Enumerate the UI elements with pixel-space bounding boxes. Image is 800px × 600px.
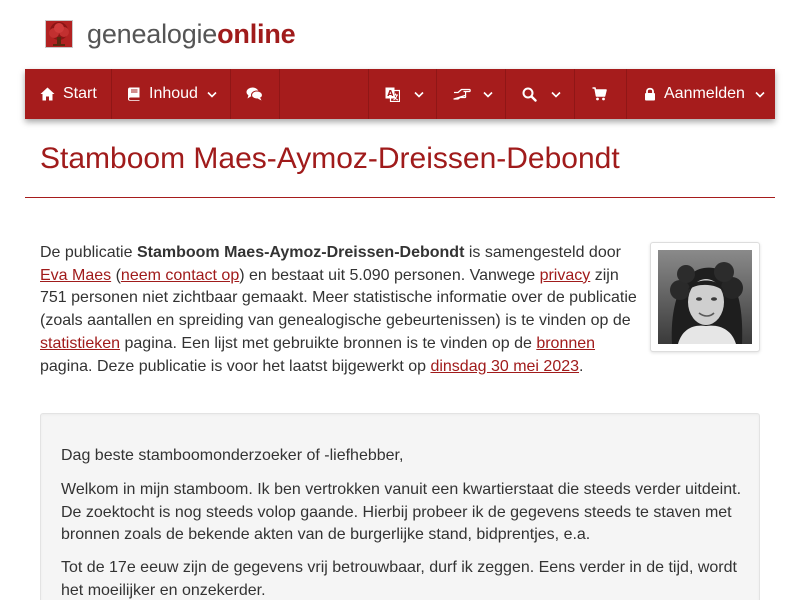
nav-aanmelden-label: Aanmelden — [664, 85, 745, 102]
welcome-paragraph: Welkom in mijn stamboom. Ik ben vertrokken vanuit een kwartierstaat die steeds verder uitdeint. De zoektocht is nog steeds volop gaande. Hierbij probeer ik de gegevens steeds te staven met bronnen zoals de bekende akten van de burgerlijke stand, bidprentjes, e.a. — [61, 481, 742, 544]
publication-name: Stamboom Maes-Aymoz-Dreissen-Debondt — [136, 244, 465, 261]
contact-link[interactable]: neem contact op — [120, 266, 240, 284]
nav-inhoud-dropdown[interactable] — [112, 69, 231, 119]
tree-logo-icon[interactable] — [45, 20, 73, 48]
shopping-cart-icon — [592, 87, 607, 101]
main-navbar — [25, 69, 775, 119]
nav-shop[interactable] — [575, 69, 627, 119]
nav-search-dropdown[interactable] — [506, 69, 575, 119]
hand-pointer-icon — [453, 88, 471, 101]
intro-text: De publicatie — [40, 244, 137, 261]
svg-text:A: A — [387, 88, 394, 98]
intro-text: pagina. Deze publicatie is voor het laatst bijgewerkt op — [40, 357, 431, 375]
nav-forum[interactable] — [231, 69, 280, 119]
language-icon — [385, 87, 400, 102]
site-header — [0, 0, 800, 69]
intro-text: ) en bestaat uit 5.090 personen. Vanwege — [239, 266, 540, 284]
search-icon — [522, 87, 537, 102]
welcome-message-box — [40, 413, 760, 600]
title-divider — [25, 197, 775, 198]
statistics-link[interactable]: statistieken — [40, 334, 121, 352]
page-title: Stamboom Maes-Aymoz-Dreissen-Debondt — [40, 142, 620, 175]
privacy-link[interactable]: privacy — [539, 266, 591, 284]
chevron-down-icon — [414, 91, 424, 98]
author-photo[interactable] — [650, 242, 760, 352]
lock-icon — [644, 87, 656, 101]
brand-part-online: online — [217, 19, 296, 49]
chevron-down-icon — [551, 91, 561, 98]
chevron-down-icon — [207, 91, 217, 98]
welcome-paragraph: Tot de 17e eeuw zijn de gegevens vrij betrouwbaar, durf ik zeggen. Eens verder in de tijd, wordt het moeilijker en onzekerder. — [61, 559, 737, 599]
chevron-down-icon — [755, 91, 765, 98]
nav-language-dropdown[interactable] — [368, 69, 437, 119]
book-icon — [127, 87, 141, 101]
brand-name[interactable] — [87, 17, 295, 51]
nav-aanmelden-dropdown[interactable] — [627, 69, 775, 119]
author-portrait-image — [658, 250, 752, 344]
intro-text: ( — [111, 266, 121, 284]
nav-share-dropdown[interactable] — [437, 69, 506, 119]
nav-start-label: Start — [63, 85, 97, 102]
intro-text: pagina. Een lijst met gebruikte bronnen is te vinden op de — [120, 334, 537, 352]
chevron-down-icon — [483, 91, 493, 98]
welcome-greeting: Dag beste stamboomonderzoeker of -liefhebber, — [61, 447, 404, 464]
last-updated-link[interactable]: dinsdag 30 mei 2023 — [430, 357, 580, 375]
intro-text: is samengesteld door — [464, 244, 621, 261]
publication-intro — [40, 242, 640, 378]
intro-text: zijn 751 personen niet zichtbaar gemaakt. Meer statistische informatie over de publicatie (zoals aantallen en spreiding van genealogische gebeurtenissen) is te vinden op de — [40, 266, 637, 330]
comments-icon — [246, 87, 263, 101]
home-icon — [40, 87, 55, 101]
nav-inhoud-label: Inhoud — [149, 85, 198, 102]
sources-link[interactable]: bronnen — [536, 334, 596, 352]
brand-part-genealogie: genealogie — [87, 19, 218, 49]
nav-start[interactable] — [25, 69, 112, 119]
intro-text: . — [579, 357, 584, 375]
author-link[interactable]: Eva Maes — [40, 266, 112, 284]
